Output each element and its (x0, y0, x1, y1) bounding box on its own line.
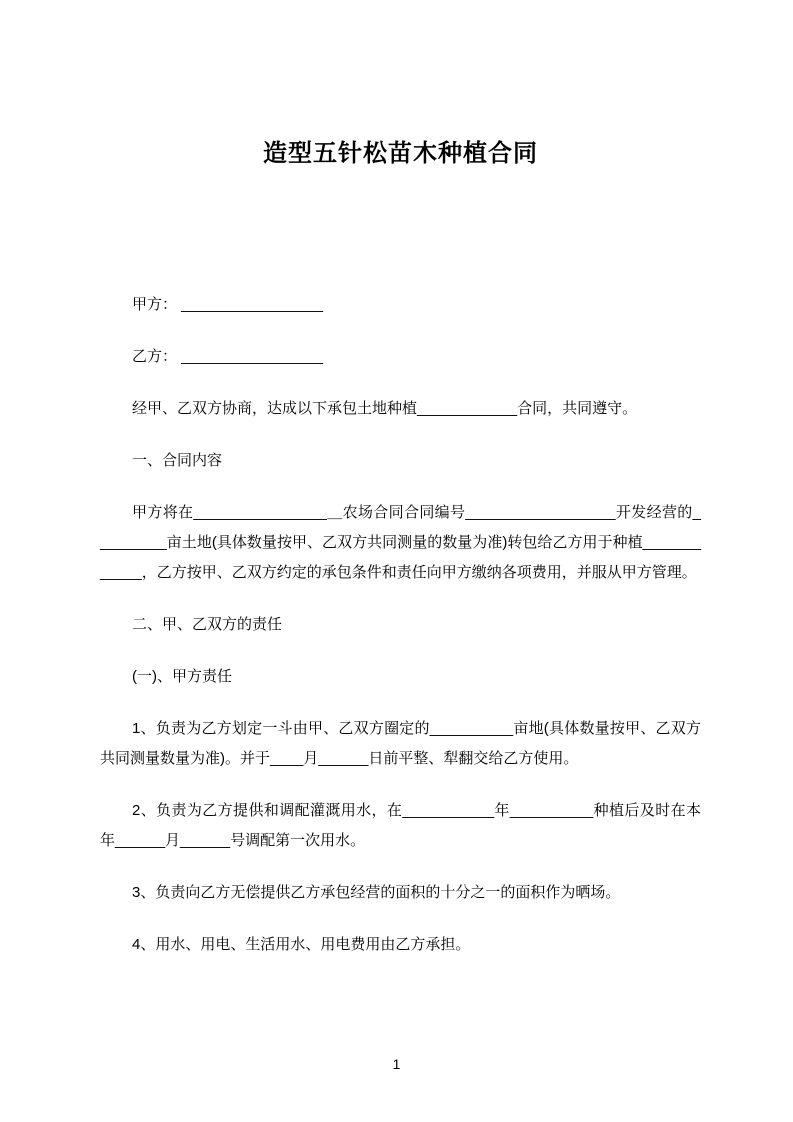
section-1-body-paragraph: 甲方将在________________＿农场合同合同编号__________________开发经营的_________亩土地(具体数量按甲、乙双方共同测量的数量为准)转包给乙方用于种植____________，乙方按甲、乙双方约定的承包条件和责任向甲方缴纳各项费用，并服从甲方管理。 (100, 504, 701, 581)
party-a-responsibility-item-2: 2、负责为乙方提供和调配灌溉用水，在___________年__________种植后及时在本年______月______号调配第一次用水。 (100, 802, 701, 849)
document-title: 造型五针松苗木种植合同 (263, 140, 538, 167)
subsection-party-a-heading: (一)、甲方责任 (132, 668, 232, 685)
party-a-responsibility-item-3: 3、负责向乙方无偿提供乙方承包经营的面积的十分之一的面积作为晒场。 (132, 884, 621, 901)
party-a-responsibility-item-4: 4、用水、用电、生活用水、用电费用由乙方承担。 (132, 936, 471, 953)
section-1-heading: 一、合同内容 (132, 452, 223, 469)
page-number: 1 (392, 1056, 401, 1072)
party-a-responsibility-item-1: 1、负责为乙方划定一斗由甲、乙双方圈定的__________亩地(具体数量按甲、乙双方共同测量数量为准)。并于____月______日前平整、犁翻交给乙方使用。 (100, 720, 701, 767)
section-2-heading: 二、甲、乙双方的责任 (132, 616, 283, 633)
preamble-paragraph: 经甲、乙双方协商，达成以下承包土地种植____________合同，共同遵守。 (132, 400, 638, 417)
party-b-line: 乙方： _________________ (132, 348, 323, 365)
party-a-line: 甲方： _________________ (132, 296, 323, 313)
